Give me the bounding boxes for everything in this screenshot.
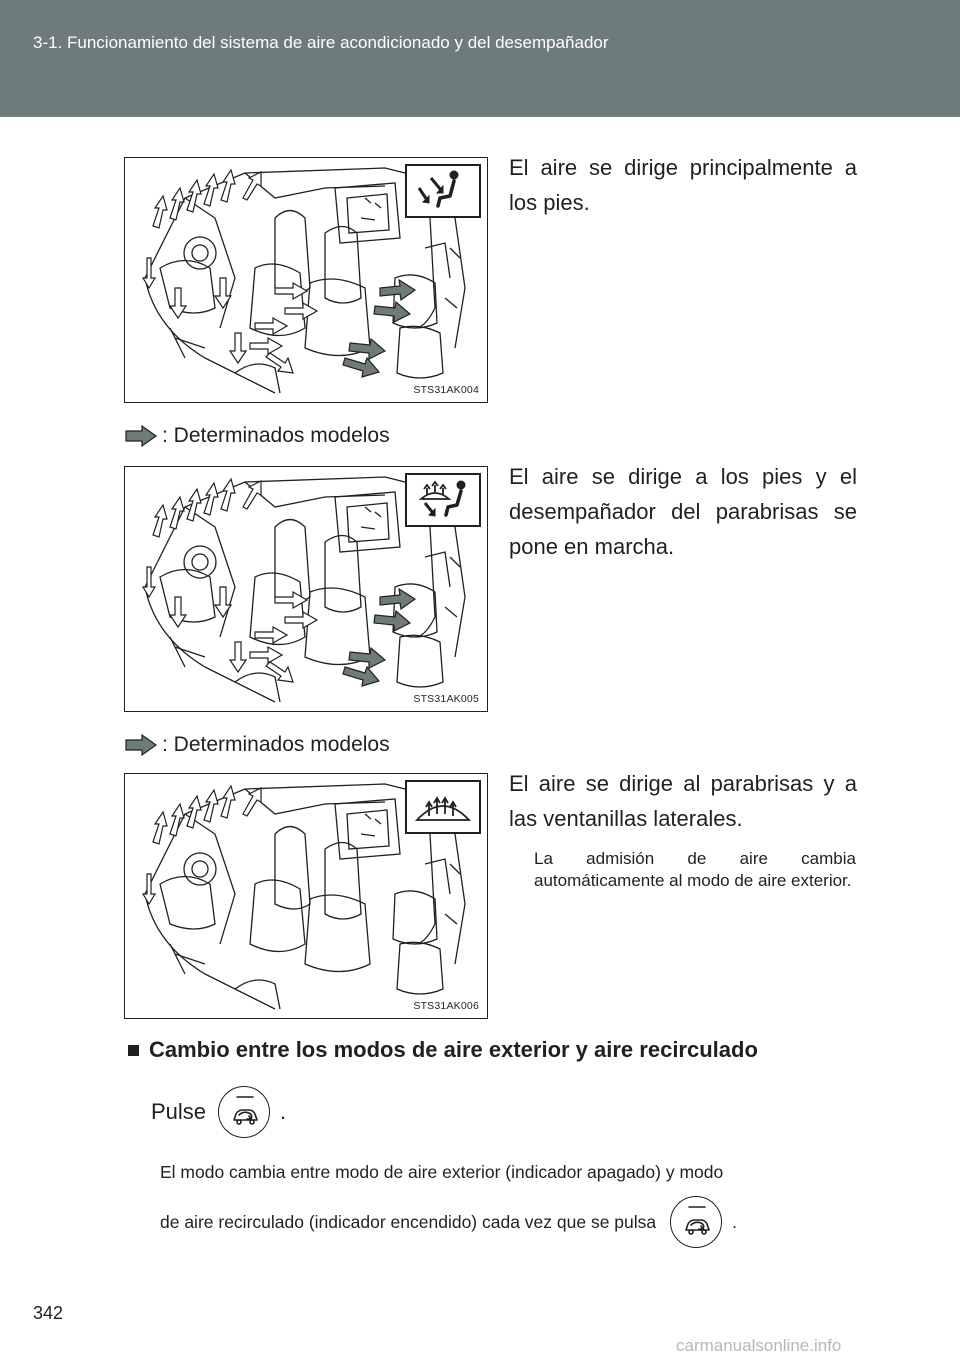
body-end: . [732, 1211, 738, 1232]
section-heading [128, 1037, 758, 1063]
figure-code: STS31AK005 [413, 693, 479, 705]
figure-description: El aire se dirige al parabrisas y a las ventanillas laterales. [509, 771, 857, 831]
body-text: El modo cambia entre modo de aire exterior (indicador apagado) y modo [160, 1162, 724, 1182]
figure-windshield-defrost-mode [124, 773, 488, 1019]
foot-mode-icon [405, 164, 481, 218]
figure-foot-mode [124, 157, 488, 403]
arrow-marker-icon [124, 734, 158, 756]
page-header [0, 0, 960, 117]
models-note-text: : Determinados modelos [162, 424, 390, 447]
body-text: de aire recirculado (indicador encendido) cada vez que se pulsa [160, 1211, 657, 1232]
figure-code: STS31AK006 [413, 1000, 479, 1012]
figure-note: La admisión de aire cambia automáticamente al modo de aire exterior. [534, 849, 856, 890]
figure-foot-defrost-mode [124, 466, 488, 712]
square-bullet-icon [128, 1045, 139, 1056]
figure-description: El aire se dirige principalmente a los pies. [509, 155, 857, 215]
arrow-marker-icon [124, 425, 158, 447]
windshield-defrost-icon [405, 780, 481, 834]
body-text-line [160, 1196, 737, 1248]
models-note [124, 422, 390, 450]
section-heading-text: Cambio entre los modos de aire exterior y aire recirculado [149, 1037, 758, 1062]
watermark: carmanualsonline.info [676, 1336, 842, 1355]
foot-defrost-mode-icon [405, 473, 481, 527]
models-note [124, 731, 390, 759]
page-number: 342 [33, 1303, 64, 1323]
figure-description: El aire se dirige a los pies y el desempañador del parabrisas se pone en marcha. [509, 464, 857, 559]
recirculation-button-icon [670, 1196, 722, 1248]
press-instruction [151, 1086, 286, 1138]
body-text-line [160, 1162, 723, 1183]
press-end: . [280, 1099, 287, 1124]
figure-code: STS31AK004 [413, 384, 479, 396]
models-note-text: : Determinados modelos [162, 733, 390, 756]
chapter-title: 3-1. Funcionamiento del sistema de aire acondicionado y del desempañador [33, 33, 609, 52]
press-text: Pulse [151, 1099, 207, 1124]
recirculation-button-icon [218, 1086, 270, 1138]
